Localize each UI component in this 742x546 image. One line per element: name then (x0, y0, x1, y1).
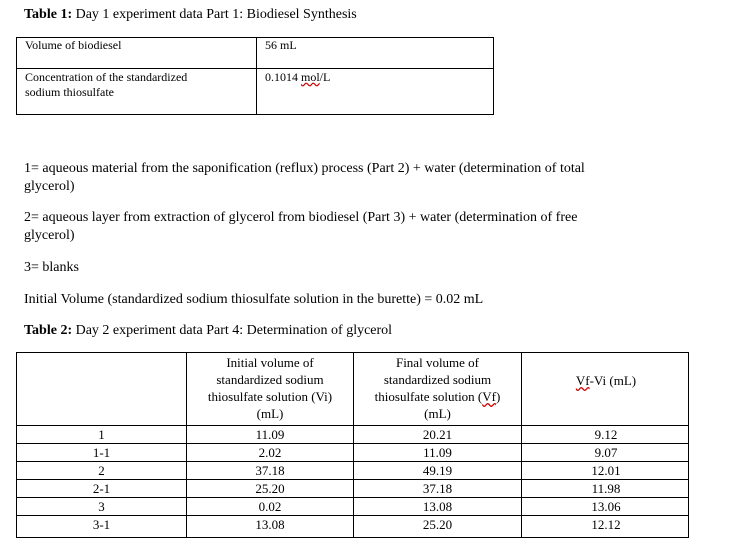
table1-row2-label-line1: Concentration of the standardized (25, 70, 188, 84)
table-cell-diff: 12.12 (591, 517, 621, 532)
table-cell-vi: 2.02 (258, 445, 282, 460)
table-cell-vi: 11.09 (255, 427, 285, 442)
note-2-line1: 2= aqueous layer from extraction of glycerol from biodiesel (Part 3) + water (determination of free (24, 210, 578, 225)
table-cell-vf: 11.09 (423, 445, 452, 460)
table2-caption-label: Table 2: (24, 323, 73, 338)
table-cell-vi: 0.02 (258, 499, 282, 514)
table1-caption-label: Table 1: (24, 7, 73, 22)
table1-caption (24, 7, 357, 23)
table-cell-diff: 9.12 (594, 427, 618, 442)
note-1-line1: 1= aqueous material from the saponification (reflux) process (Part 2) + water (determination of total (24, 161, 585, 176)
table-cell-vf: 37.18 (422, 481, 453, 496)
table-cell-vf: 20.21 (422, 427, 453, 442)
table1-row2-value-suffix: /L (319, 70, 331, 84)
table-row-id: 2-1 (92, 481, 111, 496)
table1-row2-label-line2: sodium thiosulfate (25, 85, 114, 99)
table2-caption-text: Day 2 experiment data Part 4: Determination of glycerol (72, 323, 393, 338)
table-cell-diff: 12.01 (591, 463, 621, 478)
table-cell-diff: 11.98 (591, 481, 621, 496)
table-cell-vf: 25.20 (422, 517, 453, 532)
table1-row1-label: Volume of biodiesel (25, 38, 122, 52)
table-cell-diff: 9.07 (594, 445, 618, 460)
header-difference: Vf-Vi (mL) (575, 373, 637, 388)
initial-volume-note: Initial Volume (standardized sodium thiosulfate solution in the burette) = 0.02 mL (24, 292, 484, 307)
table2 (16, 352, 689, 538)
table-cell-vf: 13.08 (422, 499, 453, 514)
table-cell-vi: 25.20 (255, 481, 285, 496)
table1-caption-text: Day 1 experiment data Part 1: Biodiesel Synthesis (72, 7, 357, 22)
table-row-id: 2 (98, 463, 105, 478)
table1-row2-label (25, 70, 187, 100)
table-cell-vi: 13.08 (255, 517, 285, 532)
table-cell-vi: 37.18 (255, 463, 285, 478)
table-cell-diff: 13.06 (591, 499, 621, 514)
table1 (16, 37, 494, 115)
header-initial-volume: Initial volume of standardized sodium thiosulfate solution (Vi) (mL) (207, 355, 333, 421)
table-row-id: 1 (98, 427, 105, 442)
table-row-id: 1-1 (92, 445, 111, 460)
header-final-volume: Final volume of standardized sodium thiosulfate solution (Vf) (mL) (374, 355, 501, 421)
table-cell-vf: 49.19 (422, 463, 453, 478)
table2-caption (24, 323, 392, 339)
note-3: 3= blanks (24, 260, 79, 275)
table-row-id: 3 (98, 499, 105, 514)
table1-row2-value-number: 0.1014 (265, 70, 301, 84)
table1-row2-value-unit: mol (301, 70, 320, 84)
note-1-line2: glycerol) (24, 179, 75, 194)
table1-row1-value: 56 mL (265, 38, 297, 52)
note-2-line2: glycerol) (24, 228, 75, 243)
table1-row2-value (265, 70, 330, 85)
table-row-id: 3-1 (92, 517, 111, 532)
